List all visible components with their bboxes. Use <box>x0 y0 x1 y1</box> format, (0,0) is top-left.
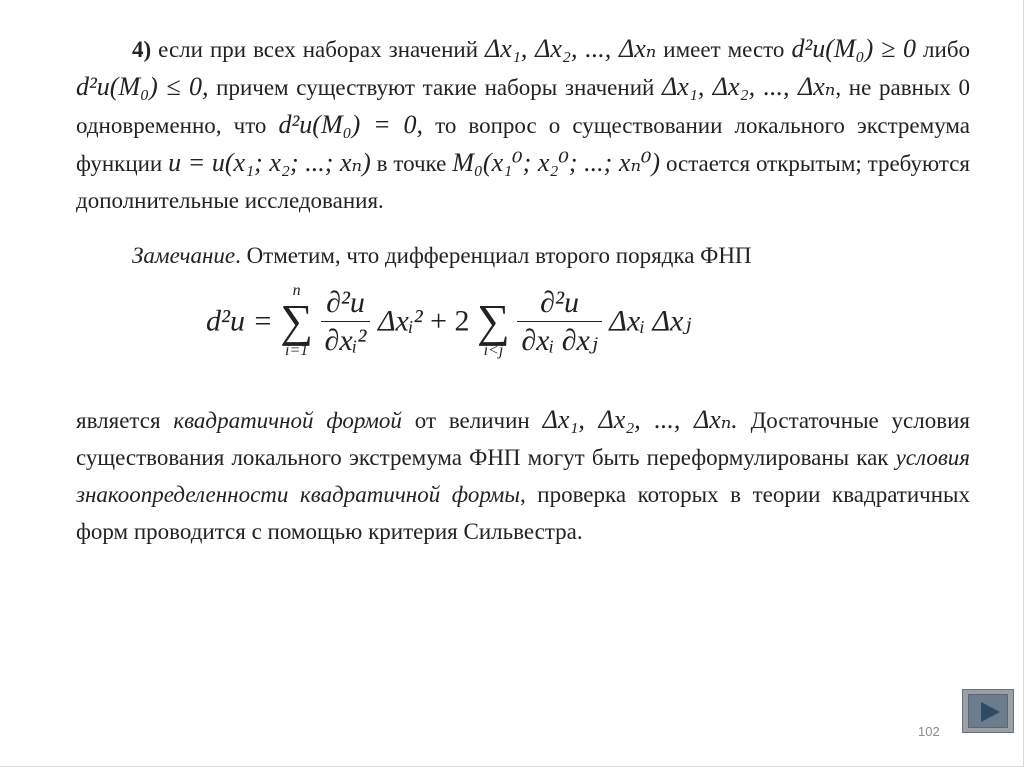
point-m0: M₀(x₁⁰; x₂⁰; ...; xₙ⁰) <box>452 148 661 177</box>
play-right-icon <box>979 701 1001 723</box>
delta-x-list-2: Δx₁, Δx₂, ..., Δxₙ <box>662 72 836 101</box>
paragraph-condition-4: 4) если при всех наборах значений Δx₁, Δx₂, ..., Δxₙ имеет место d²u(M₀) ≥ 0 либо d²u(M₀) ≤ 0, причем существуют такие наборы значений Δx₁, Δx₂, ..., Δxₙ, не равных 0 одновременно, что d²u(M₀) = 0, то вопрос о существовании локального экстремума функции u = u(x₁; x₂; ...; xₙ) в точке M₀(x₁⁰; x₂⁰; ...; xₙ⁰) остается открытым; требуются дополнительные исследования. <box>76 34 971 213</box>
next-slide-button[interactable] <box>962 689 1014 733</box>
formula-lhs: d²u = <box>206 304 273 338</box>
page-number: 102 <box>918 724 940 739</box>
fraction-2: $\frac{\text{∂²u}}{\text{∂xᵢ ∂xⱼ}}$ <box>517 284 601 359</box>
term-1: Δxᵢ² <box>377 304 423 338</box>
quadratic-form-term: квадратичной формой <box>173 408 402 433</box>
delta-x-list-3: Δx₁, Δx₂, ..., Δxₙ. <box>542 405 738 434</box>
item-number: 4) <box>132 37 152 62</box>
delta-x-list: Δx₁, Δx₂, ..., Δxₙ <box>485 34 657 63</box>
condition-nonneg: d²u(M₀) ≥ 0 <box>791 34 917 63</box>
plus-two: + 2 <box>430 304 470 338</box>
definiteness-term: условия знакоопределенности квадратичной формы <box>76 445 970 507</box>
condition-nonpos: d²u(M₀) ≤ 0, <box>76 72 209 101</box>
paragraph-conclusion: является квадратичной формой от величин Δx₁, Δx₂, ..., Δxₙ. Достаточные условия существования локального экстремума ФНП могут быть переформулированы как условия знакоопределенности квадратичной формы, проверка которых в теории квадратичных форм проводится с помощью критерия Сильвестра. <box>76 405 970 544</box>
sum-symbol-1: n ∑ i=1 <box>280 282 314 359</box>
sum-symbol-2: ∑ i<j <box>477 295 510 359</box>
condition-zero: d²u(M₀) = 0, <box>278 110 424 139</box>
second-differential-formula <box>206 282 970 387</box>
function-definition: u = u(x₁; x₂; ...; xₙ) <box>168 148 371 177</box>
fraction-1: $\frac{\text{∂²u}}{\text{∂xᵢ²}}$ <box>321 284 371 359</box>
remark-label: Замечание <box>132 243 236 268</box>
paragraph-remark: Замечание. Отметим, что дифференциал второго порядка ФНП <box>132 243 752 268</box>
term-2: Δxᵢ Δxⱼ <box>609 304 692 338</box>
slide-content <box>76 30 970 550</box>
